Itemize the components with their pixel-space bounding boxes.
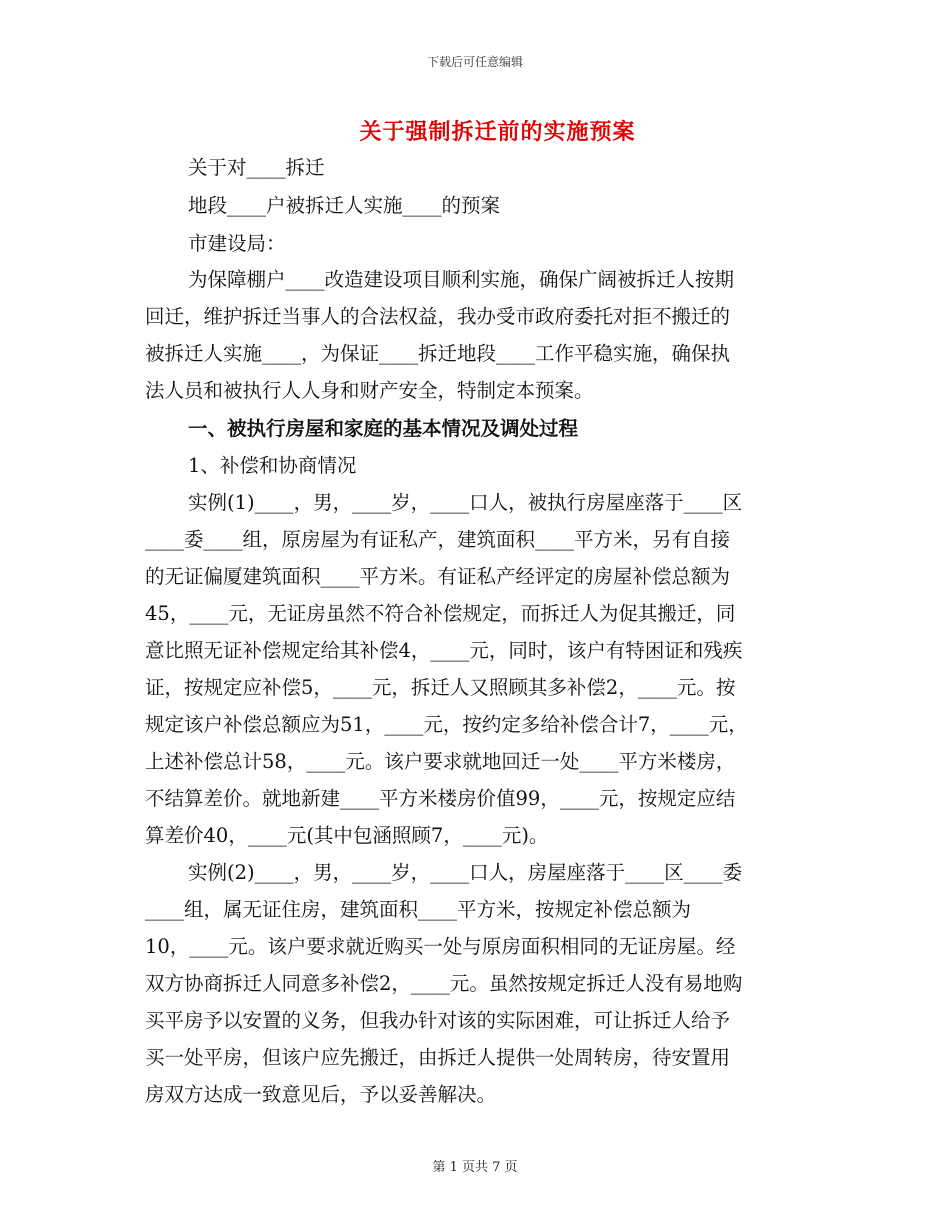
body-line: 不结算差价。就地新建____平方米楼房价值99，____元，按规定应结: [145, 787, 736, 810]
body-line: 法人员和被执行人人身和财产安全，特制定本预案。: [145, 379, 594, 402]
body-line: 算差价40，____元(其中包涵照顾7，____元)。: [145, 824, 549, 847]
body-line: 实例(2)____，男，____岁，____口人，房屋座落于____区____委: [188, 861, 743, 884]
body-line: 的无证偏厦建筑面积____平方米。有证私产经评定的房屋补偿总额为: [145, 565, 731, 588]
section-heading: 一、被执行房屋和家庭的基本情况及调处过程: [188, 417, 579, 440]
body-line: 10，____元。该户要求就近购买一处与原房面积相同的无证房屋。经: [145, 935, 736, 958]
body-line: 意比照无证补偿规定给其补偿4，____元，同时，该户有特困证和残疾: [145, 639, 743, 662]
body-line: 买一处平房，但该户应先搬迁，由拆迁人提供一处周转房，待安置用: [145, 1046, 731, 1069]
page-number: 第 1 页共 7 页: [432, 1160, 518, 1175]
body-line: 证，按规定应补偿5，____元，拆迁人又照顾其多补偿2，____元。按: [145, 676, 736, 699]
body-line: 被拆迁人实施____，为保证____拆迁地段____工作平稳实施，确保执: [145, 342, 731, 365]
header-note: 下载后可任意编辑: [426, 55, 523, 69]
body-line: 上述补偿总计58，____元。该户要求就地回迁一处____平方米楼房，: [145, 750, 736, 773]
body-line: 关于对____拆迁: [188, 156, 325, 179]
body-line: 双方协商拆迁人同意多补偿2，____元。虽然按规定拆迁人没有易地购: [145, 972, 743, 995]
body-line: 为保障棚户____改造建设项目顺利实施，确保广阔被拆迁人按期: [188, 268, 735, 291]
body-line: 市建设局：: [188, 232, 286, 255]
body-line: 回迁，维护拆迁当事人的合法权益，我办受市政府委托对拒不搬迁的: [145, 305, 731, 328]
body-line: 买平房予以安置的义务，但我办针对该的实际困难，可让拆迁人给予: [145, 1009, 731, 1032]
document-title: 关于强制拆迁前的实施预案: [359, 119, 636, 145]
body-line: 45，____元，无证房虽然不符合补偿规定，而拆迁人为促其搬迁，同: [145, 602, 736, 625]
body-line: ____委____组，原房屋为有证私产，建筑面积____平方米，另有自接: [145, 528, 731, 551]
body-line: 规定该户补偿总额应为51，____元，按约定多给补偿合计7，____元，: [145, 713, 748, 736]
body-line: 房双方达成一致意见后，予以妥善解决。: [145, 1083, 497, 1106]
body-line: 实例(1)____，男，____岁，____口人，被执行房屋座落于____区: [188, 491, 743, 514]
body-line: ____组，属无证住房，建筑面积____平方米，按规定补偿总额为: [145, 898, 692, 921]
subsection-heading: 1、补偿和协商情况: [188, 454, 357, 477]
body-line: 地段____户被拆迁人实施____的预案: [188, 194, 501, 217]
